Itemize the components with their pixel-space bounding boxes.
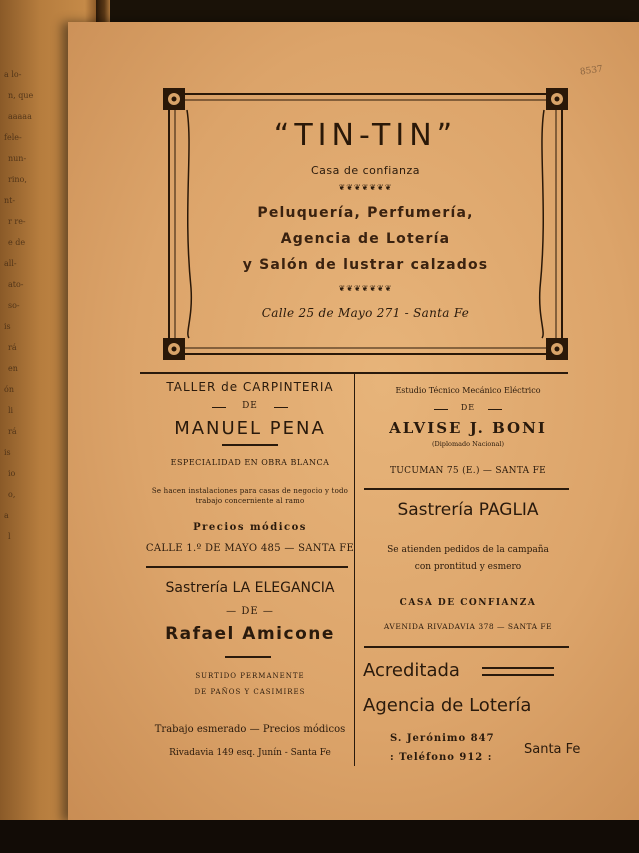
- left-page-fragment: r re-: [8, 217, 26, 226]
- double-rule: [482, 674, 554, 676]
- left-page-fragment: a: [4, 511, 9, 520]
- left-page-fragment: rá: [8, 427, 17, 436]
- ornament-bottom: ❦❦❦❦❦❦❦: [338, 284, 393, 293]
- left-page-fragment: rino,: [8, 175, 27, 184]
- pena-de: DE: [242, 401, 258, 411]
- paglia-line-2: con prontitud y esmero: [414, 562, 522, 572]
- loteria-agency: Agencia de Lotería: [363, 695, 532, 716]
- divider-left: [146, 566, 348, 568]
- elegancia-stock-2: DE PAÑOS Y CASIMIRES: [194, 688, 306, 696]
- boni-name: ALVISE J. BONI: [389, 419, 547, 437]
- left-page-fragment: ato-: [8, 280, 24, 289]
- divider-right-2: [364, 646, 569, 648]
- dash-line: [434, 409, 448, 410]
- left-page-fragment: all-: [4, 259, 17, 268]
- boni-heading: Estudio Técnico Mecánico Eléctrico: [395, 386, 541, 395]
- divider-right: [364, 488, 569, 490]
- elegancia-stock-1: SURTIDO PERMANENTE: [195, 672, 305, 680]
- dash-line: [488, 409, 502, 410]
- left-page-fragment: io: [8, 469, 16, 478]
- ornament-top: ❦❦❦❦❦❦❦: [338, 183, 393, 192]
- left-page-fragment: en: [8, 364, 18, 373]
- loteria-accredited: Acreditada: [363, 660, 460, 681]
- tintin-line-1: Peluquería, Perfumería,: [257, 205, 474, 221]
- left-page-fragment: o,: [8, 490, 16, 499]
- pena-address: CALLE 1.º DE MAYO 485 — SANTA FE: [145, 543, 355, 554]
- underline: [222, 444, 278, 446]
- elegancia-work: Trabajo esmerado — Precios módicos: [154, 724, 346, 735]
- left-page-fragment: rá: [8, 343, 17, 352]
- pena-specialty: ESPECIALIDAD EN OBRA BLANCA: [170, 458, 330, 467]
- dash-line: [212, 407, 226, 408]
- elegancia-name: Rafael Amicone: [165, 624, 335, 644]
- page-stamp: 8537: [579, 64, 604, 78]
- pena-note-1: Se hacen instalaciones para casas de negocio y todo: [151, 487, 349, 495]
- tintin-title: “TIN-TIN”: [273, 118, 458, 153]
- boni-title: (Diplomado Nacional): [431, 440, 505, 448]
- tintin-line-2: Agencia de Lotería: [280, 231, 451, 247]
- left-page-fragment: nun-: [8, 154, 27, 163]
- left-page-fragment: aaaaa: [8, 112, 32, 121]
- paglia-line-1: Se atienden pedidos de la campaña: [387, 545, 549, 555]
- left-page-fragment: a lo-: [4, 70, 22, 79]
- loteria-street: S. Jerónimo 847: [390, 733, 495, 744]
- paglia-address: AVENIDA RIVADAVIA 378 — SANTA FE: [383, 622, 553, 631]
- tintin-subtitle: Casa de confianza: [310, 164, 421, 177]
- background-edge: [0, 820, 639, 853]
- boni-de: DE: [460, 403, 476, 412]
- pena-heading: TALLER de CARPINTERIA: [166, 380, 334, 394]
- left-page-fragment: n, que: [8, 91, 34, 100]
- double-rule: [482, 667, 554, 669]
- pena-note-2: trabajo concerniente al ramo: [195, 497, 305, 505]
- elegancia-heading: Sastrería LA ELEGANCIA: [165, 580, 335, 596]
- tintin-ad: [163, 88, 568, 360]
- boni-address: TUCUMAN 75 (E.) — SANTA FE: [389, 466, 547, 476]
- left-page-fragment: e de: [8, 238, 26, 247]
- tintin-line-3: y Salón de lustrar calzados: [242, 257, 489, 273]
- dash-line: [274, 407, 288, 408]
- elegancia-address: Rivadavia 149 esq. Junín - Santa Fe: [169, 748, 331, 758]
- elegancia-de: — DE —: [226, 606, 274, 617]
- pena-prices: Precios módicos: [193, 522, 307, 533]
- pena-name: MANUEL PENA: [174, 418, 326, 439]
- tintin-address: Calle 25 de Mayo 271 - Santa Fe: [261, 306, 470, 320]
- left-page-fragment: l: [8, 532, 11, 541]
- left-page-fragment: fele-: [4, 133, 22, 142]
- underline: [225, 656, 271, 658]
- left-page-fragment: nt-: [4, 196, 16, 205]
- left-page-fragment: is: [4, 448, 11, 457]
- left-page-fragment: is: [4, 322, 11, 331]
- paglia-heading: Sastrería PAGLIA: [397, 500, 539, 520]
- left-page-fragment: li: [8, 406, 14, 415]
- loteria-city: Santa Fe: [524, 742, 581, 757]
- loteria-phone: : Teléfono 912 :: [390, 752, 493, 763]
- left-page-fragment: so-: [8, 301, 20, 310]
- paglia-trust: CASA DE CONFIANZA: [399, 598, 537, 608]
- left-page-fragment: ón: [4, 385, 14, 394]
